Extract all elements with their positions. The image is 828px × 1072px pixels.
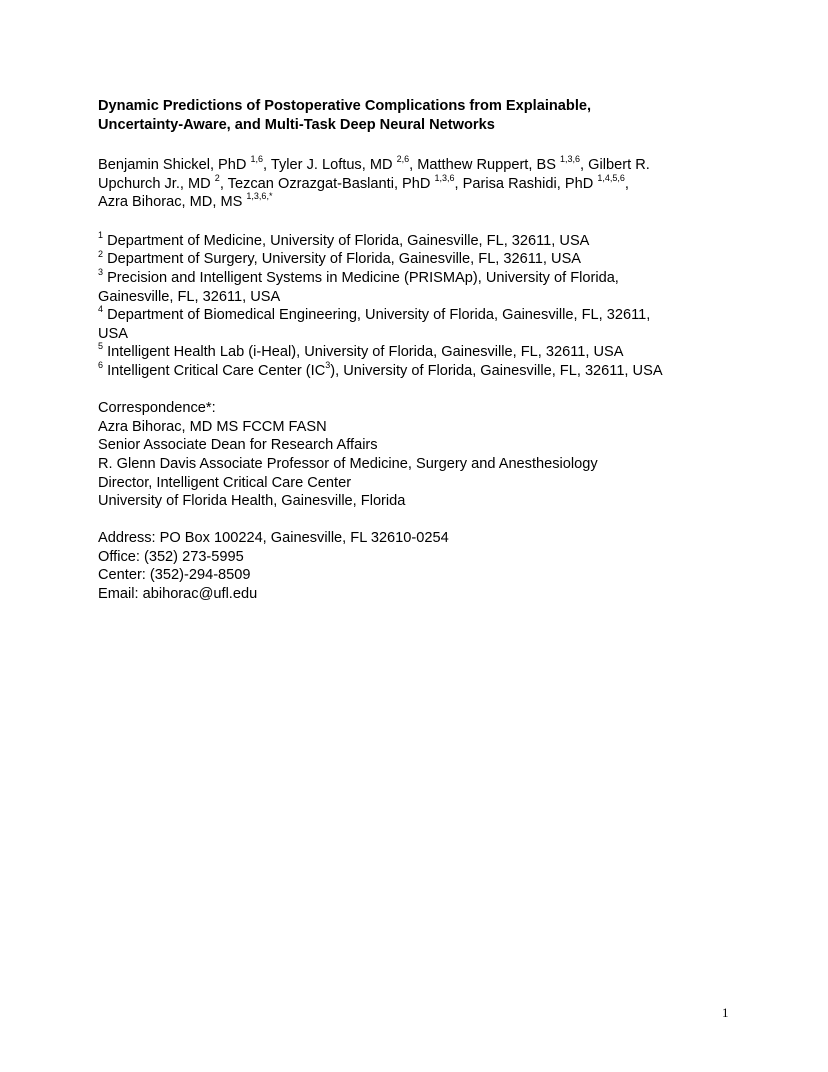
affiliation-1 — [98, 229, 758, 251]
author-name-part: Gilbert R. — [588, 157, 650, 173]
author-name: Benjamin Shickel, PhD — [98, 157, 247, 173]
affiliation-number: 3 — [98, 267, 104, 278]
correspondence-line: University of Florida Health, Gainesville, Florida — [98, 493, 406, 510]
contact-center: Center: (352)-294-8509 — [98, 567, 251, 584]
author-affiliation-sup: 1,3,6 — [434, 172, 455, 183]
affiliation-superscript: 3 — [325, 360, 331, 371]
page-number: 1 — [722, 1005, 729, 1020]
correspondence-line: Azra Bihorac, MD MS FCCM FASN — [98, 418, 327, 435]
paper-title — [98, 97, 758, 135]
author-name: Tyler J. Loftus, MD — [270, 157, 393, 173]
affiliation-text: Intelligent Health Lab (i-Heal), University of Florida, Gainesville, FL, 32611, USA — [107, 344, 624, 361]
affiliation-4 — [98, 306, 758, 325]
author-line-2: Upchurch Jr., MD $^2$, Tezcan Ozrazgat-Baslanti, PhD $^{1,3,6}$, Parisa Rashidi, PhD $^{1,4,5,6}$, — [98, 172, 629, 192]
title-line-1: Dynamic Predictions of Postoperative Complications from Explainable, — [98, 98, 592, 114]
author-affiliation-sup: 1,6 — [250, 154, 264, 165]
paper-page — [98, 97, 758, 604]
affiliation-number: 1 — [98, 229, 104, 240]
correspondence-line: Senior Associate Dean for Research Affairs — [98, 437, 378, 454]
author-name: Tezcan Ozrazgat-Baslanti, PhD — [227, 175, 431, 192]
author-line-3 — [98, 193, 758, 212]
correspondence-line: R. Glenn Davis Associate Professor of Medicine, Surgery and Anesthesiology — [98, 455, 598, 472]
author-affiliation-sup: 2,6 — [396, 154, 410, 165]
author-affiliation-sup: 1,4,5,6 — [597, 172, 625, 183]
affiliation-number: 4 — [98, 304, 104, 315]
affiliation-6 — [98, 362, 758, 381]
affiliation-3 — [98, 269, 758, 288]
author-affiliation-sup: 2 — [214, 172, 220, 183]
affiliation-3-cont: Gainesville, FL, 32611, USA — [98, 288, 281, 305]
affiliation-2 — [98, 250, 758, 269]
correspondence-heading: Correspondence*: — [98, 400, 216, 417]
contact-address: Address: PO Box 100224, Gainesville, FL 32610-0254 — [98, 530, 449, 547]
author-list — [98, 156, 758, 212]
affiliation-number: 5 — [98, 341, 104, 352]
affiliation-text-post: ), University of Florida, Gainesville, FL, 32611, USA — [330, 362, 663, 379]
affiliation-text: Precision and Intelligent Systems in Medicine (PRISMAp), University of Florida, — [107, 269, 619, 286]
contact-office: Office: (352) 273-5995 — [98, 548, 244, 565]
affiliation-text: Department of Medicine, University of Florida, Gainesville, FL, 32611, USA — [107, 232, 590, 249]
correspondence-block — [98, 399, 758, 511]
title-line-2: Uncertainty-Aware, and Multi-Task Deep Neural Networks — [98, 117, 495, 133]
author-name: Parisa Rashidi, PhD — [462, 175, 594, 192]
affiliation-number: 2 — [98, 248, 104, 259]
affiliation-5 — [98, 343, 758, 362]
affiliation-text: Department of Biomedical Engineering, University of Florida, Gainesville, FL, 32611, — [107, 307, 651, 324]
affiliation-text: Department of Surgery, University of Florida, Gainesville, FL, 32611, USA — [107, 251, 582, 268]
author-line-1: Benjamin Shickel, PhD $^{1,6}$, Tyler J. Loftus, MD $^{2,6}$, Matthew Ruppert, BS $^{1,3,6}$, Gilbert R. — [98, 154, 650, 173]
author-name: Azra Bihorac, MD, MS — [98, 194, 243, 211]
affiliation-number: 6 — [98, 360, 104, 371]
author-affiliation-sup: 1,3,6 — [560, 154, 581, 165]
contact-block — [98, 529, 758, 603]
author-affiliation-sup: 1,3,6,* — [246, 191, 273, 202]
correspondence-line: Director, Intelligent Critical Care Center — [98, 474, 352, 491]
author-name-part: Upchurch Jr., MD — [98, 175, 211, 192]
author-name: Matthew Ruppert, BS — [417, 157, 556, 173]
affiliation-text-pre: Intelligent Critical Care Center (IC — [107, 362, 326, 379]
affiliation-list — [98, 229, 758, 381]
affiliation-4-cont: USA — [98, 325, 129, 342]
contact-email: Email: abihorac@ufl.edu — [98, 586, 258, 603]
